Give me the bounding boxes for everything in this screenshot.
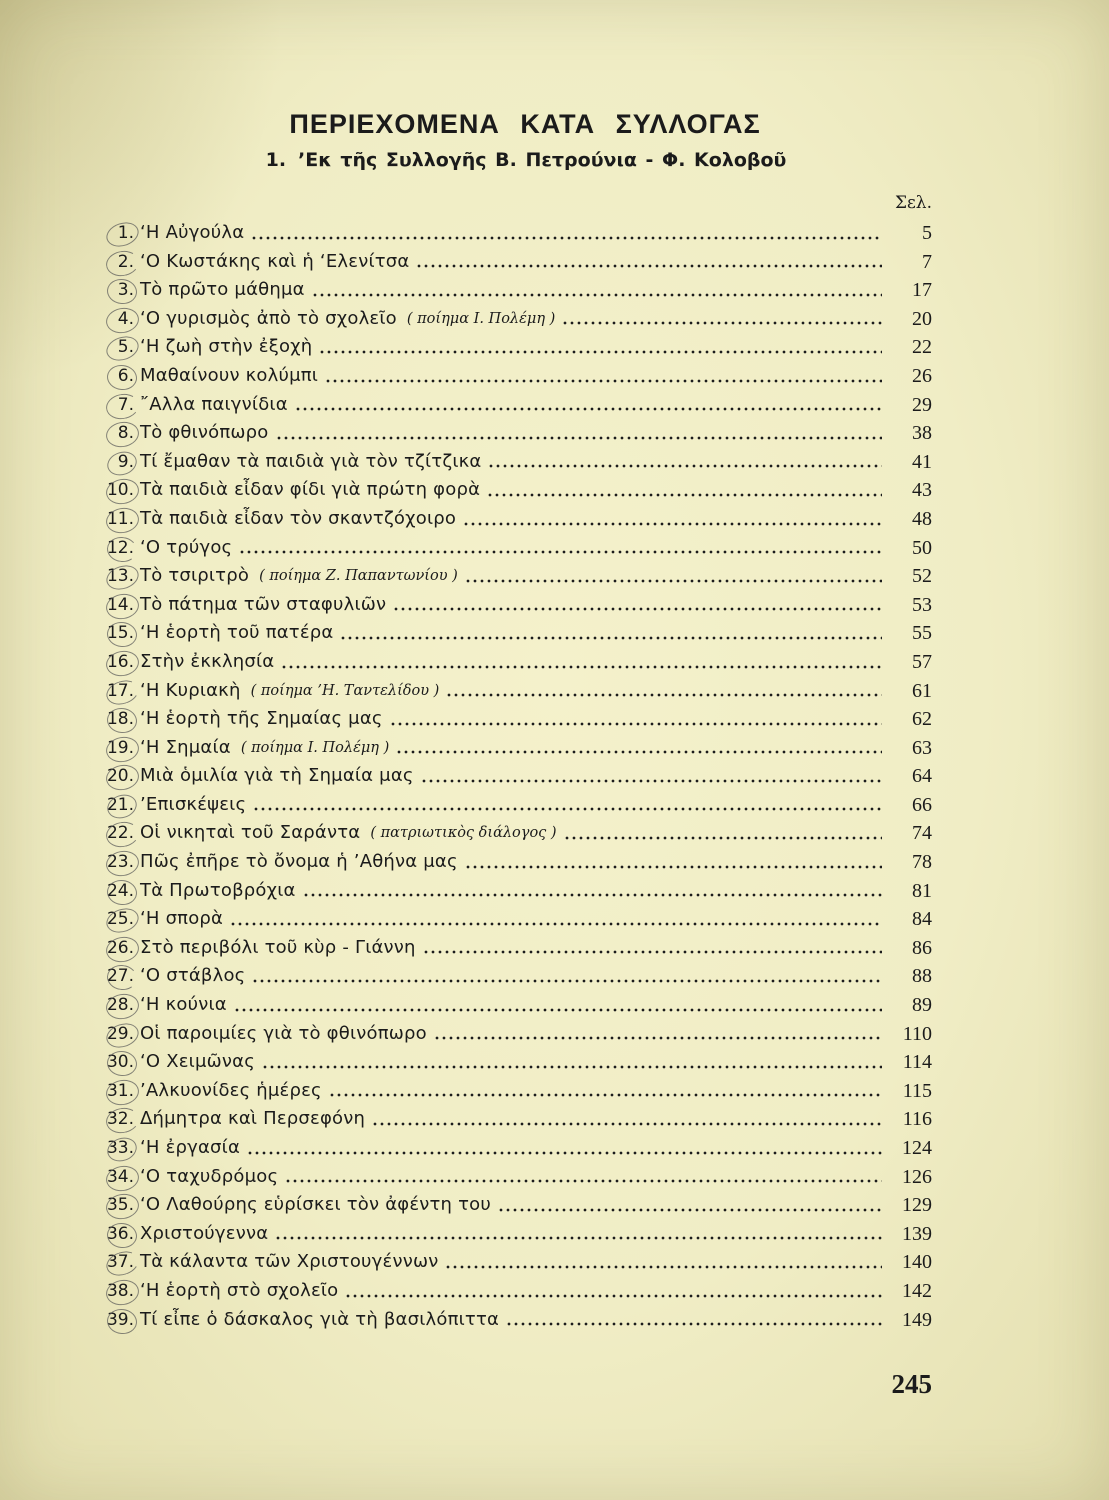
dot-leader [326,379,882,383]
entry-page: 149 [902,1308,932,1331]
entry-number: 10. [98,476,134,505]
entry-number: 29. [98,1020,134,1049]
toc-entry [98,248,932,277]
toc-entry [98,448,932,477]
entry-page: 5 [922,222,932,244]
entry-title: ’Αλκυονίδες ἡμέρες [140,1079,322,1101]
entry-number: 17. [98,677,134,706]
entry-title: ‘Ο Χειμῶνας [140,1051,255,1073]
entry-page: 62 [912,708,932,731]
entry-title: Τί εἶπε ὁ δάσκαλος γιὰ τὴ βασιλόπιττα [140,1308,500,1330]
entry-number: 28. [98,991,134,1020]
toc-entry [98,562,932,591]
toc-entry [98,677,932,706]
dot-leader [286,1179,882,1183]
entry-title: ‘Ο Κωστάκης καὶ ἡ ‘Ελενίτσα [140,250,410,272]
entry-title: Τί ἔμαθαν τὰ παιδιὰ γιὰ τὸν τζίτζικα [140,450,482,472]
entry-page: 129 [902,1194,932,1217]
entry-page: 78 [912,851,932,874]
entry-number: 13. [98,562,134,591]
dot-leader [446,1265,882,1269]
dot-leader [563,321,882,325]
toc-entry [98,762,932,791]
dot-leader [488,493,882,497]
entry-page: 61 [912,679,932,702]
entry-title: ‘Ο Λαθούρης εὑρίσκει τὸν ἀφέντη του [140,1194,491,1216]
entry-title: Μιὰ ὁμιλία γιὰ τὴ Σημαία μας [140,765,414,787]
entry-number: 9. [98,448,134,477]
toc-entry [98,1277,932,1306]
toc-entry [98,1020,932,1049]
entry-title: ‘Η ἑορτὴ τῆς Σημαίας μας [140,708,383,730]
entry-title: Τὸ πρῶτο μάθημα [140,279,305,301]
entry-page: 38 [912,422,932,445]
entry-title: Πῶς ἐπῆρε τὸ ὄνομα ἡ ’Αθήνα μας [140,851,458,873]
entry-note: ( ποίημα ’Η. Ταντελίδου ) [250,682,440,699]
entry-number: 14. [98,591,134,620]
entry-page: 53 [912,593,932,616]
entry-page: 88 [912,965,932,988]
entry-page: 22 [912,336,932,359]
entry-number: 31. [98,1077,134,1106]
dot-leader [252,236,882,240]
dot-leader [276,1236,882,1240]
dot-leader [296,407,882,411]
entry-number: 27. [98,962,134,991]
entry-title: Οἱ νικηταὶ τοῦ Σαράντα [140,822,361,844]
toc-entry [98,333,932,362]
toc-entry [98,934,932,963]
entry-number: 37. [98,1248,134,1277]
entry-page: 74 [912,822,932,845]
dot-leader [466,865,882,869]
toc-entry [98,419,932,448]
entry-note: ( ποίημα Ι. Πολέμη ) [240,739,390,756]
entry-number: 35. [98,1191,134,1220]
dot-leader [330,1093,882,1097]
entry-number: 26. [98,934,134,963]
dot-leader [391,722,882,726]
entry-number: 32. [98,1105,134,1134]
entry-page: 139 [902,1222,932,1245]
entry-page: 116 [902,1108,932,1131]
entry-page: 66 [912,793,932,816]
entry-page: 63 [912,736,932,759]
entry-number: 21. [98,791,134,820]
entry-title: ‘Η ἑορτὴ τοῦ πατέρα [140,622,334,644]
entry-number: 2. [98,248,134,277]
entry-number: 36. [98,1220,134,1249]
entry-title: ‘Η Αὐγούλα [140,222,245,243]
entry-page: 84 [912,908,932,931]
entry-page: 55 [912,622,932,645]
entry-page: 86 [912,936,932,959]
dot-leader [248,1151,882,1155]
entry-title: ‘Η σπορὰ [140,908,224,930]
entry-page: 52 [912,565,932,588]
dot-leader [499,1208,882,1212]
entry-title: Τὸ φθινόπωρο [140,422,269,444]
entry-page: 41 [912,450,932,473]
entry-page: 114 [902,1051,932,1074]
entry-number: 12. [98,534,134,563]
entry-page: 64 [912,765,932,788]
entry-number: 25. [98,905,134,934]
entry-number: 39. [98,1306,134,1335]
dot-leader [313,293,882,297]
entry-note: ( πατριωτικὸς διάλογος ) [370,825,557,842]
entry-number: 15. [98,619,134,648]
entry-number: 5. [98,333,134,362]
entry-page: 7 [922,250,932,273]
entry-number: 8. [98,419,134,448]
toc-entry [98,1306,932,1335]
entry-title: Τὸ πάτημα τῶν σταφυλιῶν [140,593,387,615]
entry-title: ‘Ο γυρισμὸς ἀπὸ τὸ σχολεῖο [140,307,397,329]
entry-title: ‘Η κούνια [140,994,227,1016]
toc-entry [98,1163,932,1192]
entry-title: Στὸ περιβόλι τοῦ κὺρ - Γιάννη [140,936,416,958]
entry-page: 57 [912,650,932,673]
entry-page: 115 [902,1079,932,1102]
entry-number: 38. [98,1277,134,1306]
entry-number: 1. [98,219,134,248]
entry-page: 81 [912,879,932,902]
entry-page: 26 [912,364,932,387]
entry-number: 23. [98,848,134,877]
page-column-header: Σελ. [894,193,932,213]
collection-number: 1. [265,149,287,171]
toc-entry [98,848,932,877]
entry-title: Τὰ παιδιὰ εἶδαν φίδι γιὰ πρώτη φορὰ [140,479,481,501]
entry-title: ῎Αλλα παιγνίδια [140,393,288,415]
entry-number: 33. [98,1134,134,1163]
entry-number: 3. [98,276,134,305]
entry-number: 4. [98,305,134,334]
toc-entry [98,991,932,1020]
entry-title: Οἱ παροιμίες γιὰ τὸ φθινόπωρο [140,1022,427,1044]
dot-leader [282,665,882,669]
entry-title: ’Επισκέψεις [140,793,247,815]
dot-leader [397,750,882,754]
entry-page: 29 [912,393,932,416]
entry-number: 11. [98,505,134,534]
toc-entry [98,648,932,677]
toc-entry [98,276,932,305]
toc-entry [98,1134,932,1163]
entry-page: 50 [912,536,932,559]
toc-entry [98,362,932,391]
dot-leader [466,579,882,583]
entry-title: Στὴν ἐκκλησία [140,650,275,672]
toc-entry [98,219,932,248]
toc-entry [98,1220,932,1249]
entry-title: Τὰ Πρωτοβρόχια [140,879,296,901]
entry-title: ‘Η Κυριακὴ [140,679,241,701]
entry-page: 124 [902,1137,932,1159]
toc-entry [98,734,932,763]
collection-heading [180,145,872,175]
entry-page: 126 [902,1165,932,1188]
toc-entry [98,505,932,534]
entry-number: 24. [98,877,134,906]
toc-entry [98,391,932,420]
toc-entry [98,476,932,505]
toc-entry [98,534,932,563]
entry-number: 22. [98,819,134,848]
entry-title: Χριστούγεννα [140,1222,269,1244]
entry-title: Μαθαίνουν κολύμπι [140,364,319,386]
entry-number: 19. [98,734,134,763]
entry-note: ( ποίημα Ι. Πολέμη ) [406,310,556,327]
dot-leader [394,607,882,611]
table-of-contents [98,219,932,1334]
entry-title: ‘Ο ταχυδρόμος [140,1165,279,1187]
entry-title: ‘Η Σημαία [140,736,231,758]
toc-entry [98,1105,932,1134]
toc-entry [98,791,932,820]
entry-page: 17 [912,279,932,302]
dot-leader [422,779,882,783]
dot-leader [253,979,882,983]
dot-leader [417,264,882,268]
entry-page: 142 [902,1279,932,1302]
entry-title: ‘Ο στάβλος [140,965,246,987]
dot-leader [507,1322,882,1326]
dot-leader [277,436,882,440]
dot-leader [565,836,882,840]
dot-leader [464,522,882,526]
toc-entry [98,962,932,991]
toc-entry [98,619,932,648]
entry-title: Τὸ τσιριτρὸ [140,565,250,587]
entry-title: ‘Ο τρύγος [140,536,233,558]
entry-number: 7. [98,391,134,420]
dot-leader [235,1008,882,1012]
dot-leader [447,693,882,697]
entry-title: ‘Η ἐργασία [140,1137,241,1158]
toc-entry [98,877,932,906]
toc-entry [98,1248,932,1277]
entry-title: Τὰ κάλαντα τῶν Χριστουγέννων [140,1251,439,1273]
entry-title: ‘Η ἑορτὴ στὸ σχολεῖο [140,1279,339,1301]
entry-page: 48 [912,507,932,530]
entry-title: ‘Η ζωὴ στὴν ἐξοχὴ [140,336,313,358]
entry-title: Δήμητρα καὶ Περσεφόνη [140,1108,366,1130]
dot-leader [320,350,882,354]
dot-leader [435,1036,882,1040]
entry-page: 43 [912,479,932,502]
entry-number: 18. [98,705,134,734]
toc-entry [98,591,932,620]
entry-number: 6. [98,362,134,391]
entry-page: 110 [902,1022,932,1045]
toc-entry [98,1077,932,1106]
entry-number: 30. [98,1048,134,1077]
dot-leader [254,807,882,811]
entry-title: Τὰ παιδιὰ εἶδαν τὸν σκαντζόχοιρο [140,507,457,529]
page-title: ΠΕΡΙΕΧΟΜΕΝΑ ΚΑΤΑ ΣΥΛΛΟΓΑΣ [289,109,761,139]
dot-leader [263,1065,882,1069]
dot-leader [373,1122,882,1126]
entry-page: 89 [912,994,932,1017]
entry-number: 34. [98,1163,134,1192]
entry-page: 20 [912,307,932,330]
entry-number: 20. [98,762,134,791]
toc-entry [98,705,932,734]
dot-leader [341,636,882,640]
dot-leader [346,1294,882,1298]
entry-number: 16. [98,648,134,677]
collection-title: ’Εκ τῆς Συλλογῆς Β. Πετρούνια - Φ. Κολοβοῦ [298,149,787,171]
entry-note: ( ποίημα Ζ. Παπαντωνίου ) [259,568,458,585]
dot-leader [424,950,882,954]
page-number: 245 [891,1369,932,1399]
dot-leader [304,893,882,897]
toc-entry [98,819,932,848]
dot-leader [489,464,882,468]
toc-entry [98,305,932,334]
toc-entry [98,1191,932,1220]
dot-leader [231,922,882,926]
toc-entry [98,1048,932,1077]
entry-page: 140 [902,1251,932,1274]
dot-leader [240,550,882,554]
toc-entry [98,905,932,934]
